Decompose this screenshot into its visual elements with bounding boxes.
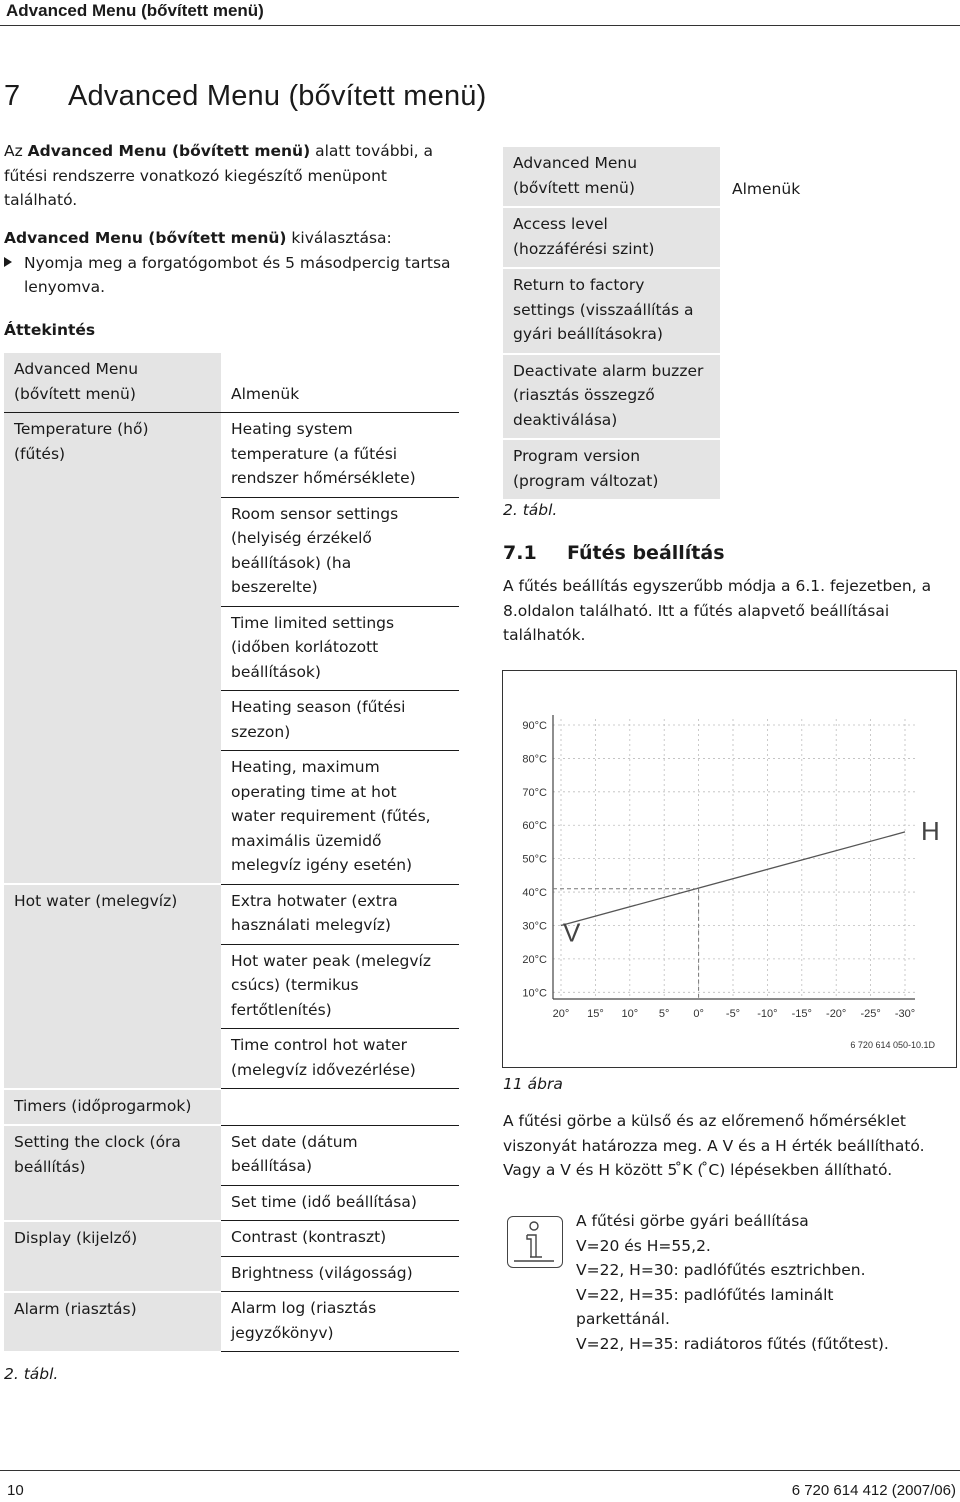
curve-label-v: V <box>563 917 581 948</box>
table-header-col2: Almenük <box>720 147 958 207</box>
y-tick-label: 40°C <box>522 887 547 900</box>
y-tick-label: 90°C <box>522 720 547 732</box>
submenu-cell: Time control hot water (melegvíz idővezérlése) <box>221 1029 459 1089</box>
intro-text: alatt további, a <box>310 142 434 160</box>
section-number: 7 <box>4 80 21 112</box>
main-menu-cell: Return to factory settings (visszaállítás a gyári beállításokra) <box>503 268 720 354</box>
main-menu-cell: Temperature (hő) (fűtés) <box>4 413 221 885</box>
heating-curve-figure <box>502 670 957 1068</box>
menu-table-left <box>4 353 459 1353</box>
section-title: Advanced Menu (bővített menü) <box>68 80 487 112</box>
table-row <box>4 884 459 944</box>
table-caption-left: 2. tábl. <box>4 1365 59 1383</box>
table-header-col1: Advanced Menu (bővített menü) <box>4 353 221 413</box>
running-header: Advanced Menu (bővített menü) <box>6 1 264 20</box>
table-row <box>503 207 958 268</box>
select-bold: Advanced Menu (bővített menü) <box>4 229 287 247</box>
info-icon <box>507 1216 563 1268</box>
select-paragraph <box>4 226 474 300</box>
table-row <box>4 1089 459 1126</box>
submenu-cell: Heating season (fűtési szezon) <box>221 691 459 751</box>
subsection-title: Fűtés beállítás <box>567 542 725 564</box>
x-tick-label: 0° <box>693 1008 704 1020</box>
submenu-cell <box>720 268 958 354</box>
main-menu-cell: Deactivate alarm buzzer (riasztás összegző deaktiválása) <box>503 354 720 440</box>
info-line: V=22, H=30: padlófűtés esztrichben. <box>576 1261 866 1279</box>
main-menu-cell: Alarm (riasztás) <box>4 1292 221 1352</box>
table-row <box>4 1292 459 1352</box>
footer-rule <box>0 1470 960 1471</box>
intro-text: fűtési rendszerre vonatkozó kiegészítő menüpont <box>4 166 387 185</box>
x-tick-label: -5° <box>725 1008 741 1020</box>
y-tick-label: 60°C <box>522 820 547 833</box>
info-line: parkettánál. <box>576 1310 670 1328</box>
table-row <box>4 413 459 498</box>
submenu-cell <box>221 1089 459 1126</box>
y-tick-label: 80°C <box>522 753 547 766</box>
menu-table-right <box>503 147 958 501</box>
y-tick-label: 20°C <box>522 953 547 966</box>
subsection-text: A fűtés beállítás egyszerűbb módja a 6.1. fejezetben, a 8.oldalon található. Itt a fűtés alapvető beállításai találhatók. <box>503 577 932 644</box>
submenu-cell: Alarm log (riasztás jegyzőkönyv) <box>221 1292 459 1352</box>
submenu-cell <box>720 207 958 268</box>
main-menu-cell: Program version (program változat) <box>503 439 720 500</box>
info-line: V=20 és H=55,2. <box>576 1236 711 1255</box>
submenu-cell <box>720 439 958 500</box>
x-tick-label: 10° <box>621 1008 639 1020</box>
subsection-heading <box>503 542 725 564</box>
submenu-cell <box>720 354 958 440</box>
info-line: V=22, H=35: padlófűtés laminált <box>576 1285 834 1304</box>
x-tick-label: 15° <box>587 1008 604 1020</box>
main-menu-cell: Access level (hozzáférési szint) <box>503 207 720 268</box>
y-tick-label: 50°C <box>522 853 547 866</box>
table-header-row <box>4 353 459 413</box>
figure-caption: 11 ábra <box>503 1075 563 1093</box>
x-tick-label: -15° <box>791 1008 812 1020</box>
section-heading <box>4 80 486 113</box>
submenu-cell: Time limited settings (időben korlátozott beállítások) <box>221 606 459 691</box>
table-caption-right: 2. tábl. <box>503 501 558 519</box>
table-header-col2: Almenük <box>221 353 459 413</box>
info-line: A fűtési görbe gyári beállítása <box>576 1212 809 1230</box>
info-text <box>576 1209 956 1356</box>
bullet-text: Nyomja meg a forgatógombot és 5 másodpercig tartsa <box>24 253 451 272</box>
subsection-number: 7.1 <box>503 542 537 564</box>
intro-text: Az <box>4 142 28 160</box>
y-tick-label: 70°C <box>522 786 547 799</box>
x-tick-label: 20° <box>552 1008 570 1020</box>
overview-heading: Áttekintés <box>4 321 96 339</box>
table-header-row <box>503 147 958 207</box>
table-row <box>503 439 958 500</box>
curve-explanation: A fűtési görbe a külső és az előremenő hőmérséklet viszonyát határozza meg. A V és a H érték beállítható. Vagy a V és H között 5 ̊K ( ̊C) lépésekben állítható. <box>503 1112 925 1179</box>
table-row <box>503 354 958 440</box>
submenu-cell: Brightness (világosság) <box>221 1256 459 1292</box>
x-tick-label: -20° <box>826 1008 847 1020</box>
submenu-cell: Extra hotwater (extra használati melegvíz) <box>221 884 459 944</box>
submenu-cell: Set time (idő beállítása) <box>221 1185 459 1221</box>
header-rule <box>0 25 960 26</box>
main-menu-cell: Timers (időprogarmok) <box>4 1089 221 1126</box>
y-tick-label: 30°C <box>522 920 547 933</box>
select-text: kiválasztása: <box>286 229 392 247</box>
table-header-col1: Advanced Menu (bővített menü) <box>503 147 720 207</box>
submenu-cell: Room sensor settings (helyiség érzékelő beállítások) (ha beszerelte) <box>221 497 459 606</box>
bullet-text: lenyomva. <box>24 278 106 296</box>
info-line: V=22, H=35: radiátoros fűtés (fűtőtest). <box>576 1334 889 1353</box>
submenu-cell: Contrast (kontraszt) <box>221 1221 459 1257</box>
x-tick-label: -30° <box>894 1008 916 1020</box>
submenu-cell: Set date (dátum beállítása) <box>221 1125 459 1185</box>
x-tick-label: -25° <box>860 1008 881 1020</box>
submenu-cell: Heating, maximum operating time at hot water requirement (fűtés, maximális üzemidő melegvíz igény esetén) <box>221 751 459 885</box>
main-menu-cell: Setting the clock (óra beállítás) <box>4 1125 221 1221</box>
curve-label-h: H <box>921 815 940 846</box>
x-tick-label: -10° <box>757 1008 778 1020</box>
intro-text: található. <box>4 191 78 209</box>
submenu-cell: Hot water peak (melegvíz csúcs) (termikus fertőtlenítés) <box>221 944 459 1029</box>
figure-id: 6 720 614 050-10.1D <box>850 1040 935 1050</box>
main-menu-cell: Hot water (melegvíz) <box>4 884 221 1089</box>
submenu-cell: Heating system temperature (a fűtési rendszer hőmérséklete) <box>221 413 459 498</box>
intro-paragraph <box>4 139 474 213</box>
intro-bold: Advanced Menu (bővített menü) <box>27 142 311 160</box>
heating-curve-chart <box>503 671 955 1066</box>
page-number: 10 <box>7 1482 24 1499</box>
x-tick-label: 5° <box>658 1008 670 1020</box>
table-row <box>4 1221 459 1257</box>
main-menu-cell: Display (kijelző) <box>4 1221 221 1292</box>
document-id: 6 720 614 412 (2007/06) <box>791 1482 956 1499</box>
y-tick-label: 10°C <box>522 987 547 1000</box>
bullet-arrow-icon <box>4 257 12 267</box>
table-row <box>4 1125 459 1185</box>
table-row <box>503 268 958 354</box>
